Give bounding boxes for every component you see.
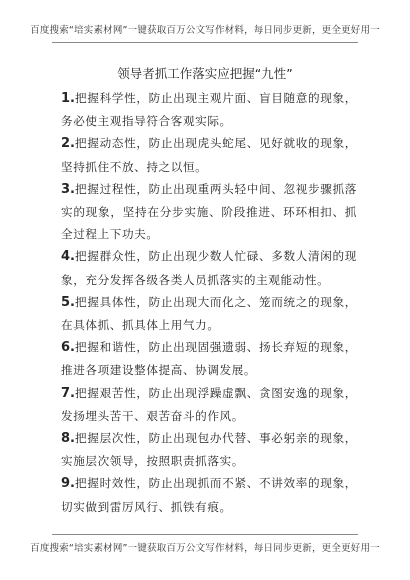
page-header: 百度搜索“培实素材网”一键获取百万公文写作材料，每日同步更新，更全更好用一 xyxy=(30,25,380,36)
item-number: 3. xyxy=(61,181,75,197)
item-text: 把握时效性，防止出现抓而不紧、不讲效率的现象，切实做到雷厉风行、抓铁有痕。 xyxy=(61,476,357,514)
list-item xyxy=(61,336,357,381)
item-text: 把握群众性，防止出现少数人忙碌、多数人清闲的现象，充分发挥各级各类人员抓落实的主观能动性。 xyxy=(61,249,357,287)
document-content xyxy=(61,87,357,518)
item-number: 5. xyxy=(61,294,75,310)
list-item xyxy=(61,245,357,290)
list-item xyxy=(61,132,357,177)
item-text: 把握和谐性，防止出现固强遗弱、扬长弃短的现象，推进各项建设整体提高、协调发展。 xyxy=(61,340,357,378)
item-text: 把握科学性，防止出现主观片面、盲目随意的现象，务必使主观指导符合客观实际。 xyxy=(61,91,357,129)
item-number: 1. xyxy=(61,91,75,106)
item-number: 2. xyxy=(61,136,75,152)
list-item xyxy=(61,291,357,336)
item-number: 6. xyxy=(61,340,75,356)
item-number: 9. xyxy=(61,476,75,492)
item-text: 把握艰苦性，防止出现浮躁虚飘、贪图安逸的现象，发扬埋头苦干、艰苦奋斗的作风。 xyxy=(61,385,357,423)
list-item xyxy=(61,87,357,132)
page-footer: 百度搜索“培实素材网”一键获取百万公文写作材料，每日同步更新，更全更好用一 xyxy=(30,543,380,554)
footer-divider xyxy=(52,534,358,535)
item-text: 把握过程性，防止出现重两头轻中间、忽视步骤抓落实的现象，坚持在分步实施、阶段推进、环环相扣、抓全过程上下功夫。 xyxy=(61,181,357,242)
document-title: 领导者抓工作落实应把握“九性” xyxy=(117,66,293,81)
list-item xyxy=(61,427,357,472)
list-item xyxy=(61,382,357,427)
item-text: 把握层次性，防止出现包办代替、事必躬亲的现象，实施层次领导，按照职责抓落实。 xyxy=(61,431,357,469)
item-number: 8. xyxy=(61,431,75,447)
item-text: 把握具体性，防止出现大而化之、笼而统之的现象，在具体抓、抓具体上用气力。 xyxy=(61,294,357,333)
item-number: 4. xyxy=(61,249,75,265)
item-text: 把握动态性，防止出现虎头蛇尾、见好就收的现象，坚持抓住不放、持之以恒。 xyxy=(61,136,357,174)
list-item xyxy=(61,178,357,246)
list-item xyxy=(61,472,357,517)
item-number: 7. xyxy=(61,385,75,401)
